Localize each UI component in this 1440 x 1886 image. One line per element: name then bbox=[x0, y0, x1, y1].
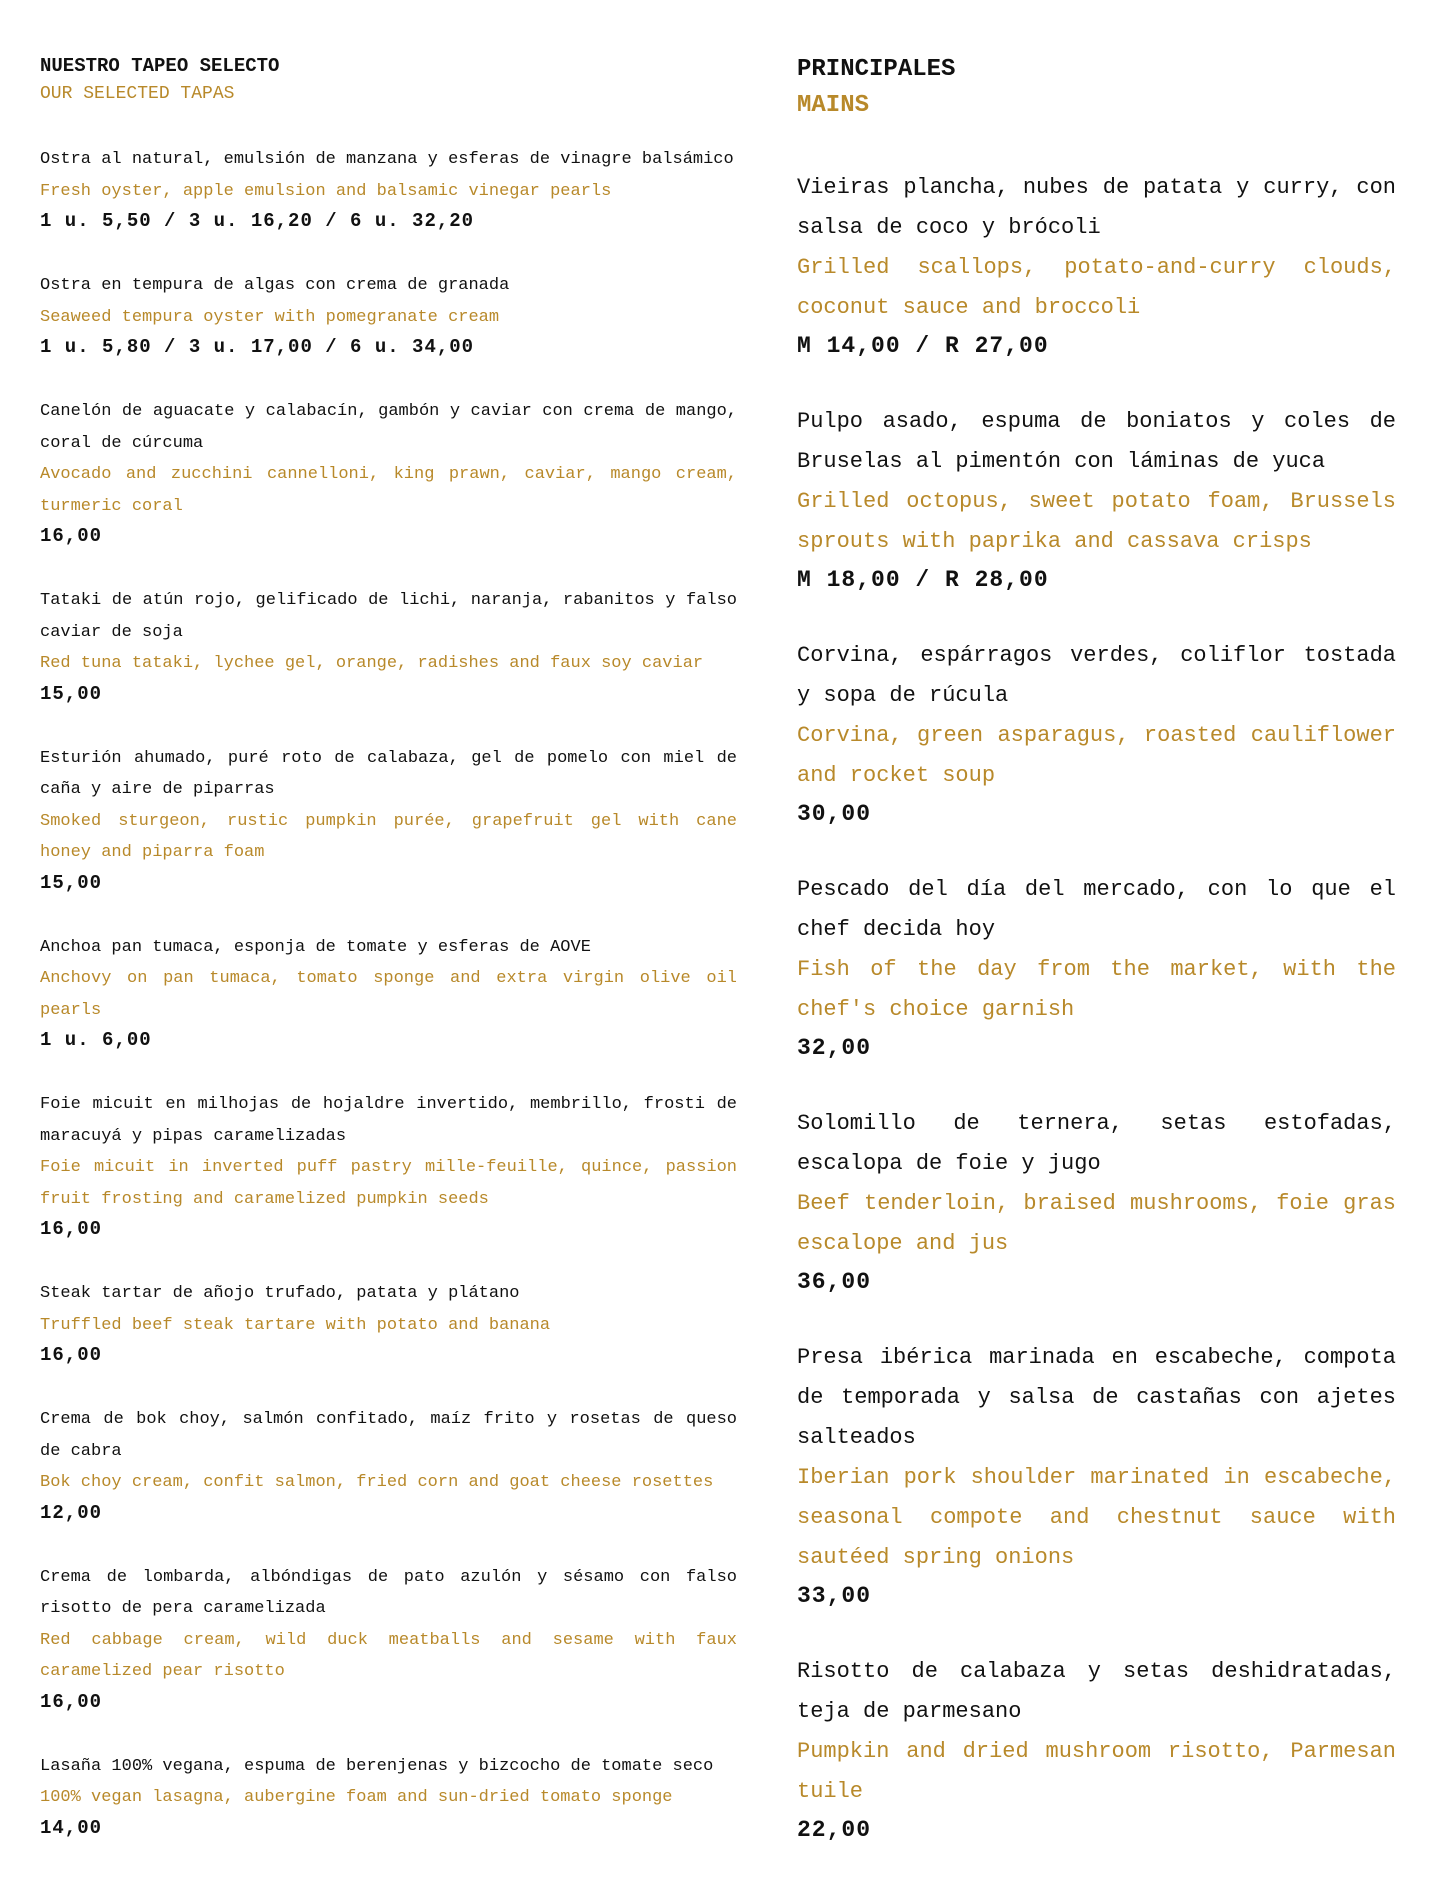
dish-name-es: Vieiras plancha, nubes de patata y curry, con salsa de coco y brócoli bbox=[797, 175, 1396, 240]
tapas-item bbox=[40, 1404, 737, 1527]
dish-name-es: Canelón de aguacate y calabacín, gambón y caviar con crema de mango, coral de cúrcuma bbox=[40, 402, 737, 453]
dish-name-es: Anchoa pan tumaca, esponja de tomate y esferas de AOVE bbox=[40, 937, 591, 957]
dish-name-es: Tataki de atún rojo, gelificado de lichi, naranja, rabanitos y falso caviar de soja bbox=[40, 591, 737, 642]
tapas-item bbox=[40, 585, 737, 708]
mains-item bbox=[797, 1652, 1396, 1848]
dish-price: M 14,00 / R 27,00 bbox=[797, 333, 1049, 359]
tapas-item bbox=[40, 1751, 737, 1842]
dish-price: 36,00 bbox=[797, 1269, 872, 1295]
dish-name-es: Solomillo de ternera, setas estofadas, escalopa de foie y jugo bbox=[797, 1111, 1396, 1176]
dish-price: 15,00 bbox=[40, 682, 103, 705]
dish-name-es: Pescado del día del mercado, con lo que el chef decida hoy bbox=[797, 877, 1396, 942]
mains-item bbox=[797, 636, 1396, 832]
mains-item bbox=[797, 870, 1396, 1066]
dish-price: 1 u. 5,50 / 3 u. 16,20 / 6 u. 32,20 bbox=[40, 210, 475, 232]
mains-title: PRINCIPALES bbox=[797, 56, 956, 83]
dish-name-en: Corvina, green asparagus, roasted cauliflower and rocket soup bbox=[797, 723, 1396, 788]
dish-name-es: Pulpo asado, espuma de boniatos y coles de Bruselas al pimentón con láminas de yuca bbox=[797, 409, 1396, 474]
mains-item bbox=[797, 1104, 1396, 1300]
dish-name-en: Beef tenderloin, braised mushrooms, foie gras escalope and jus bbox=[797, 1191, 1396, 1256]
mains-section bbox=[797, 0, 1396, 1886]
dish-name-en: Grilled octopus, sweet potato foam, Brussels sprouts with paprika and cassava crisps bbox=[797, 489, 1396, 554]
tapas-item bbox=[40, 144, 737, 235]
dish-price: 30,00 bbox=[797, 801, 872, 827]
dish-name-es: Esturión ahumado, puré roto de calabaza, gel de pomelo con miel de caña y aire de piparras bbox=[40, 748, 737, 799]
tapas-item bbox=[40, 270, 737, 361]
dish-price: 1 u. 5,80 / 3 u. 17,00 / 6 u. 34,00 bbox=[40, 336, 475, 358]
dish-name-en: Iberian pork shoulder marinated in escabeche, seasonal compote and chestnut sauce with sautéed spring onions bbox=[797, 1465, 1396, 1570]
dish-name-es: Crema de bok choy, salmón confitado, maíz frito y rosetas de queso de cabra bbox=[40, 1410, 737, 1461]
tapas-item bbox=[40, 1562, 737, 1716]
dish-name-es: Ostra al natural, emulsión de manzana y esferas de vinagre balsámico bbox=[40, 150, 734, 169]
dish-price: M 18,00 / R 28,00 bbox=[797, 567, 1049, 593]
dish-price: 32,00 bbox=[797, 1035, 872, 1061]
dish-name-en: Foie micuit in inverted puff pastry mille-feuille, quince, passion fruit frosting and caramelized pumpkin seeds bbox=[40, 1158, 737, 1209]
dish-name-en: Red tuna tataki, lychee gel, orange, radishes and faux soy caviar bbox=[40, 654, 704, 673]
dish-name-es: Lasaña 100% vegana, espuma de berenjenas y bizcocho de tomate seco bbox=[40, 1756, 714, 1776]
dish-name-en: Smoked sturgeon, rustic pumpkin purée, grapefruit gel with cane honey and piparra foam bbox=[40, 811, 737, 862]
dish-price: 12,00 bbox=[40, 1501, 103, 1524]
dish-price: 15,00 bbox=[40, 871, 103, 894]
dish-price: 16,00 bbox=[40, 525, 103, 547]
dish-name-en: 100% vegan lasagna, aubergine foam and sun-dried tomato sponge bbox=[40, 1788, 673, 1807]
mains-item bbox=[797, 402, 1396, 598]
tapas-item bbox=[40, 1089, 737, 1243]
mains-item bbox=[797, 1338, 1396, 1614]
dish-name-es: Ostra en tempura de algas con crema de granada bbox=[40, 276, 510, 295]
tapas-title: NUESTRO TAPEO SELECTO bbox=[40, 55, 280, 77]
dish-name-en: Fish of the day from the market, with the chef's choice garnish bbox=[797, 957, 1396, 1022]
dish-name-en: Seaweed tempura oyster with pomegranate cream bbox=[40, 307, 500, 327]
mains-item bbox=[797, 168, 1396, 364]
dish-name-en: Anchovy on pan tumaca, tomato sponge and extra virgin olive oil pearls bbox=[40, 969, 737, 1020]
dish-price: 1 u. 6,00 bbox=[40, 1029, 152, 1051]
dish-name-es: Crema de lombarda, albóndigas de pato azulón y sésamo con falso risotto de pera caramelizada bbox=[40, 1567, 737, 1618]
mains-subtitle: MAINS bbox=[797, 92, 870, 119]
dish-name-en: Bok choy cream, confit salmon, fried corn and goat cheese rosettes bbox=[40, 1473, 714, 1492]
dish-price: 16,00 bbox=[40, 1344, 103, 1366]
dish-price: 16,00 bbox=[40, 1218, 103, 1240]
dish-name-en: Truffled beef steak tartare with potato and banana bbox=[40, 1315, 551, 1335]
dish-name-es: Risotto de calabaza y setas deshidratadas, teja de parmesano bbox=[797, 1659, 1396, 1724]
dish-price: 22,00 bbox=[797, 1817, 872, 1843]
tapas-subtitle: OUR SELECTED TAPAS bbox=[40, 84, 235, 104]
dish-name-en: Grilled scallops, potato-and-curry clouds, coconut sauce and broccoli bbox=[797, 255, 1396, 320]
dish-price: 14,00 bbox=[40, 1816, 103, 1839]
dish-name-en: Red cabbage cream, wild duck meatballs and sesame with faux caramelized pear risotto bbox=[40, 1630, 737, 1681]
tapas-item bbox=[40, 743, 737, 897]
dish-price: 33,00 bbox=[797, 1583, 872, 1609]
dish-name-es: Corvina, espárragos verdes, coliflor tostada y sopa de rúcula bbox=[797, 643, 1396, 708]
tapas-section bbox=[40, 0, 737, 1877]
dish-name-en: Fresh oyster, apple emulsion and balsamic vinegar pearls bbox=[40, 181, 612, 201]
dish-name-es: Steak tartar de añojo trufado, patata y plátano bbox=[40, 1284, 520, 1303]
dish-name-es: Foie micuit en milhojas de hojaldre invertido, membrillo, frosti de maracuyá y pipas caramelizadas bbox=[40, 1095, 737, 1146]
tapas-item bbox=[40, 932, 737, 1055]
dish-name-es: Presa ibérica marinada en escabeche, compota de temporada y salsa de castañas con ajetes salteados bbox=[797, 1345, 1396, 1450]
dish-name-en: Avocado and zucchini cannelloni, king prawn, caviar, mango cream, turmeric coral bbox=[40, 465, 737, 516]
dish-name-en: Pumpkin and dried mushroom risotto, Parmesan tuile bbox=[797, 1739, 1396, 1804]
tapas-item bbox=[40, 396, 737, 550]
tapas-item bbox=[40, 1278, 737, 1369]
dish-price: 16,00 bbox=[40, 1690, 103, 1713]
